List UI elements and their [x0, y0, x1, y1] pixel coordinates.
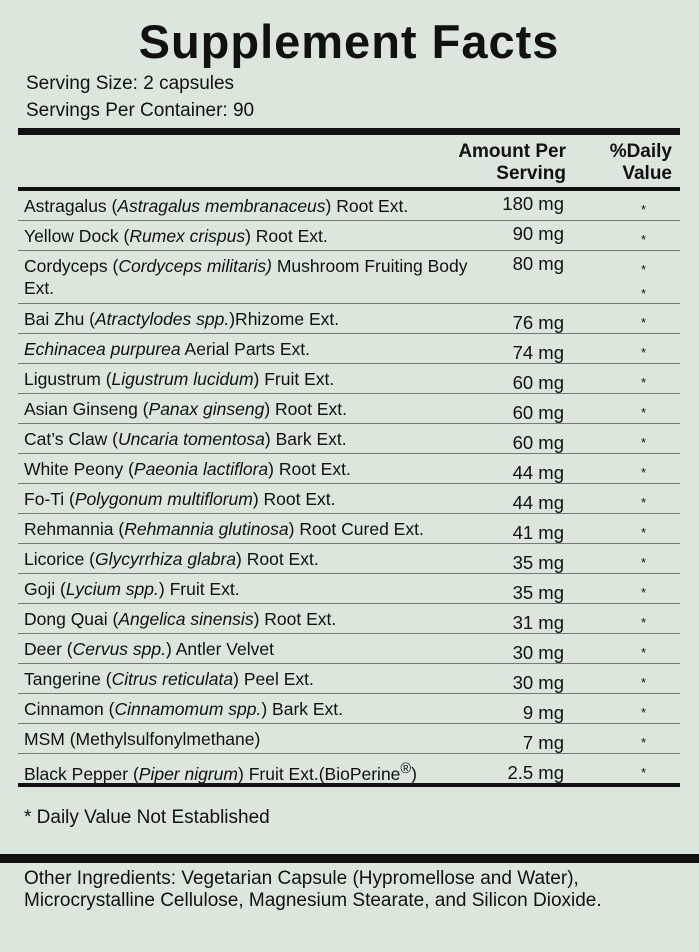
- ingredient-row: [18, 221, 680, 251]
- daily-value-header: %Daily Value: [609, 141, 672, 184]
- other-ingredients: Other Ingredients: Vegetarian Capsule (Hypromellose and Water), Microcrystalline Cellulose, Magnesium Stearate, and Silicon Dioxide.: [24, 868, 602, 911]
- panel-title: Supplement Facts: [138, 15, 560, 68]
- ingredient-row: [18, 251, 680, 304]
- ingredient-amount: 44 mg: [512, 492, 564, 513]
- daily-value: *: [640, 262, 646, 277]
- ingredient-name: Deer (Cervus spp.) Antler Velvet: [24, 639, 274, 659]
- ingredient-amount: 44 mg: [512, 462, 564, 483]
- ingredient-name: Cat’s Claw (Uncaria tomentosa) Bark Ext.: [24, 429, 347, 449]
- ingredient-name: Bai Zhu (Atractylodes spp.)Rhizome Ext.: [24, 309, 340, 329]
- ingredient-row: [18, 754, 680, 783]
- ingredient-name: Cordyceps (Cordyceps militaris) Mushroom Fruiting Body Ext.: [24, 256, 468, 298]
- ingredient-row: [18, 574, 680, 604]
- ingredient-amount: 9 mg: [522, 702, 564, 723]
- ingredient-name: Ligustrum (Ligustrum lucidum) Fruit Ext.: [24, 369, 335, 389]
- ingredient-amount: 60 mg: [512, 372, 564, 393]
- ingredient-name: Rehmannia (Rehmannia glutinosa) Root Cured Ext.: [24, 519, 424, 539]
- daily-value: *: [640, 232, 646, 247]
- ingredient-amount: 90 mg: [512, 223, 564, 244]
- ingredient-name: Asian Ginseng (Panax ginseng) Root Ext.: [24, 399, 347, 419]
- ingredient-row: [18, 544, 680, 574]
- daily-value: *: [640, 675, 646, 690]
- ingredient-row: [18, 694, 680, 724]
- daily-value: *: [640, 705, 646, 720]
- ingredient-amount: 60 mg: [512, 432, 564, 453]
- ingredient-name: Cinnamon (Cinnamomum spp.) Bark Ext.: [24, 699, 344, 719]
- daily-value: *: [640, 465, 646, 480]
- ingredient-name: Dong Quai (Angelica sinensis) Root Ext.: [24, 609, 337, 629]
- ingredient-amount: 180 mg: [502, 193, 564, 214]
- daily-value: *: [640, 345, 646, 360]
- ingredient-amount: 60 mg: [512, 402, 564, 423]
- ingredient-name: Echinacea purpurea Aerial Parts Ext.: [24, 339, 310, 359]
- ingredient-row: [18, 604, 680, 634]
- daily-value: *: [640, 555, 646, 570]
- daily-value: *: [640, 525, 646, 540]
- daily-value: *: [640, 202, 646, 217]
- thick-divider: [18, 128, 680, 135]
- supplement-facts-panel: [18, 0, 680, 847]
- ingredient-row: [18, 454, 680, 484]
- daily-value: *: [640, 585, 646, 600]
- ingredient-name: White Peony (Paeonia lactiflora) Root Ext.: [24, 459, 351, 479]
- ingredient-name: Astragalus (Astragalus membranaceus) Root Ext.: [24, 196, 409, 216]
- ingredient-row: [18, 664, 680, 694]
- ingredient-name: Goji (Lycium spp.) Fruit Ext.: [24, 579, 240, 599]
- ingredient-amount: 35 mg: [512, 552, 564, 573]
- daily-value: *: [640, 645, 646, 660]
- daily-value: *: [640, 765, 646, 780]
- daily-value: *: [640, 286, 646, 301]
- ingredient-row: [18, 724, 680, 754]
- ingredient-row: [18, 514, 680, 544]
- column-header: [18, 135, 680, 187]
- ingredient-amount: 30 mg: [512, 642, 564, 663]
- ingredient-row: [18, 334, 680, 364]
- ingredient-amount: 35 mg: [512, 582, 564, 603]
- ingredient-row: [18, 484, 680, 514]
- ingredient-amount: 30 mg: [512, 672, 564, 693]
- footnote: * Daily Value Not Established: [24, 807, 270, 828]
- ingredient-amount: 74 mg: [512, 342, 564, 363]
- ingredient-name: MSM (Methylsulfonylmethane): [24, 729, 261, 749]
- ingredient-name: Yellow Dock (Rumex crispus) Root Ext.: [24, 226, 328, 246]
- daily-value: *: [640, 405, 646, 420]
- daily-value: *: [640, 315, 646, 330]
- ingredient-row: [18, 394, 680, 424]
- daily-value: *: [640, 735, 646, 750]
- ingredient-name: Black Pepper (Piper nigrum) Fruit Ext.(BioPerine®): [24, 761, 417, 784]
- amount-header: Amount Per Serving: [458, 141, 566, 184]
- serving-size: Serving Size: 2 capsules: [26, 73, 235, 94]
- ingredient-amount: 7 mg: [522, 732, 564, 753]
- ingredient-name: Tangerine (Citrus reticulata) Peel Ext.: [24, 669, 314, 689]
- ingredient-name: Licorice (Glycyrrhiza glabra) Root Ext.: [24, 549, 319, 569]
- daily-value: *: [640, 495, 646, 510]
- ingredient-row: [18, 191, 680, 221]
- servings-per-container: Servings Per Container: 90: [26, 100, 255, 121]
- ingredient-name: Fo-Ti (Polygonum multiflorum) Root Ext.: [24, 489, 336, 509]
- ingredient-amount: 31 mg: [512, 612, 564, 633]
- ingredient-amount: 76 mg: [512, 312, 564, 333]
- daily-value: *: [640, 375, 646, 390]
- ingredient-list: [18, 191, 680, 783]
- ingredient-row: [18, 424, 680, 454]
- ingredient-row: [18, 634, 680, 664]
- daily-value: *: [640, 435, 646, 450]
- section-divider: [0, 854, 699, 863]
- ingredient-row: [18, 304, 680, 334]
- ingredient-amount: 41 mg: [512, 522, 564, 543]
- ingredient-amount: 80 mg: [512, 253, 564, 274]
- ingredient-row: [18, 364, 680, 394]
- daily-value: *: [640, 615, 646, 630]
- ingredient-amount: 2.5 mg: [507, 762, 564, 783]
